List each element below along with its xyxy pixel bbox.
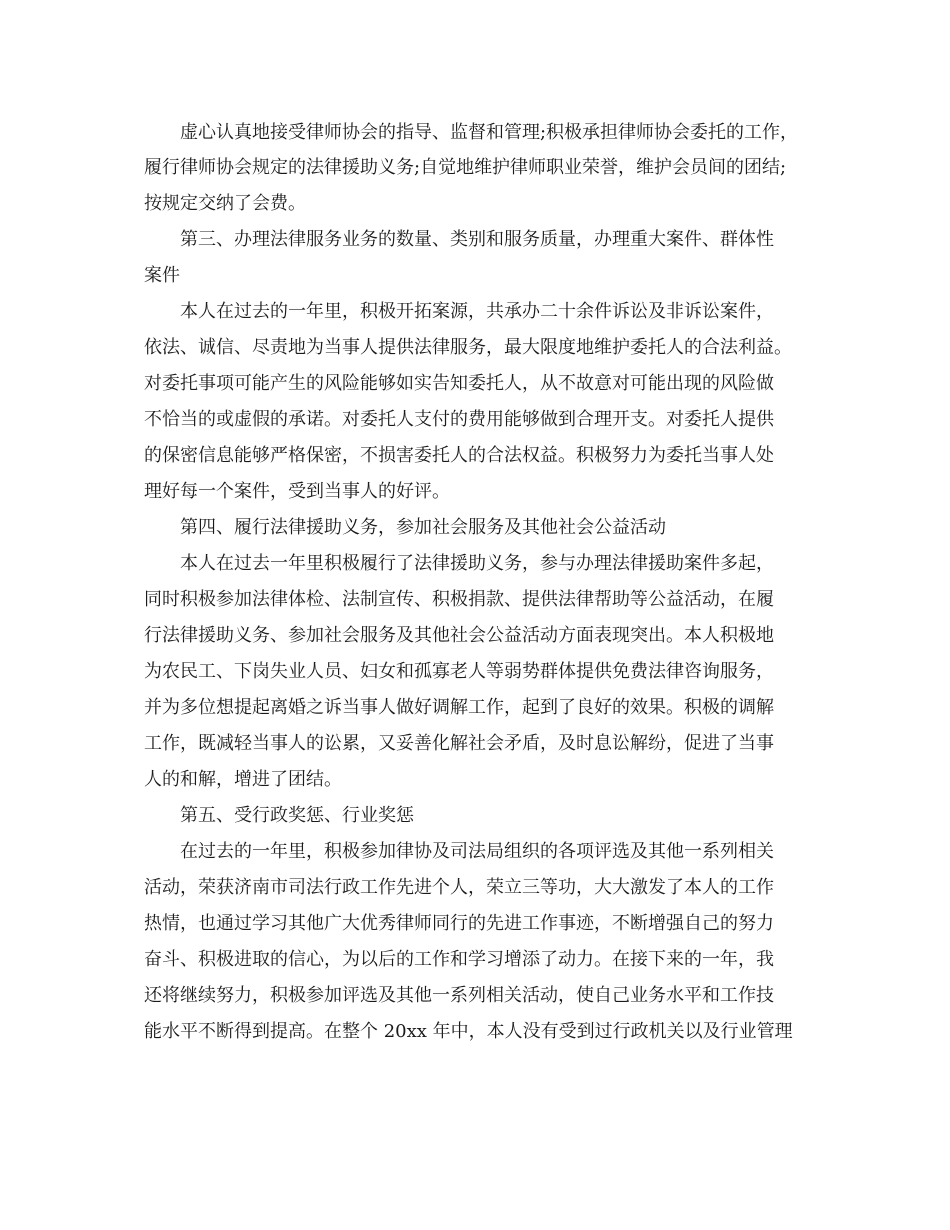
text-line: 活动，荣获济南市司法行政工作先进个人，荣立三等功，大大激发了本人的工作 (144, 877, 774, 898)
text-line: 依法、诚信、尽责地为当事人提供法律服务，最大限度地维护委托人的合法利益。 (144, 337, 792, 358)
text-line: 本人在过去一年里积极履行了法律援助义务，参与办理法律援助案件多起， (180, 553, 774, 574)
section-heading: 案件 (144, 265, 180, 286)
text-line: 同时积极参加法律体检、法制宣传、积极捐款、提供法律帮助等公益活动，在履 (144, 589, 774, 610)
section-heading: 第三、办理法律服务业务的数量、类别和服务质量，办理重大案件、群体性 (180, 229, 774, 250)
text-line: 工作，既减轻当事人的讼累，又妥善化解社会矛盾，及时息讼解纷，促进了当事 (144, 733, 774, 754)
text-line: 能水平不断得到提高。在整个 20xx 年中，本人没有受到过行政机关以及行业管理 (144, 1021, 793, 1042)
text-line: 对委托事项可能产生的风险能够如实告知委托人，从不故意对可能出现的风险做 (144, 373, 774, 394)
text-line: 人的和解，增进了团结。 (144, 769, 342, 790)
text-line: 履行律师协会规定的法律援助义务;自觉地维护律师职业荣誉，维护会员间的团结; (144, 157, 787, 178)
text-line: 奋斗、积极进取的信心，为以后的工作和学习增添了动力。在接下来的一年，我 (144, 949, 774, 970)
text-line: 热情，也通过学习其他广大优秀律师同行的先进工作事迹，不断增强自己的努力 (144, 913, 774, 934)
text-line: 的保密信息能够严格保密，不损害委托人的合法权益。积极努力为委托当事人处 (144, 445, 774, 466)
text-line: 虚心认真地接受律师协会的指导、监督和管理;积极承担律师协会委托的工作， (180, 122, 799, 143)
text-line: 按规定交纳了会费。 (144, 193, 306, 214)
text-line: 行法律援助义务、参加社会服务及其他社会公益活动方面表现突出。本人积极地 (144, 625, 774, 646)
text-line: 本人在过去的一年里，积极开拓案源，共承办二十余件诉讼及非诉讼案件， (180, 301, 774, 322)
section-heading: 第四、履行法律援助义务，参加社会服务及其他社会公益活动 (180, 517, 666, 538)
text-line: 不恰当的或虚假的承诺。对委托人支付的费用能够做到合理开支。对委托人提供 (144, 409, 774, 430)
text-line: 在过去的一年里，积极参加律协及司法局组织的各项评选及其他一系列相关 (180, 841, 774, 862)
text-line: 并为多位想提起离婚之诉当事人做好调解工作，起到了良好的效果。积极的调解 (144, 697, 774, 718)
text-line: 理好每一个案件，受到当事人的好评。 (144, 481, 450, 502)
section-heading: 第五、受行政奖惩、行业奖惩 (180, 805, 414, 826)
text-line: 还将继续努力，积极参加评选及其他一系列相关活动，使自己业务水平和工作技 (144, 985, 774, 1006)
text-line: 为农民工、下岗失业人员、妇女和孤寡老人等弱势群体提供免费法律咨询服务， (144, 661, 774, 682)
